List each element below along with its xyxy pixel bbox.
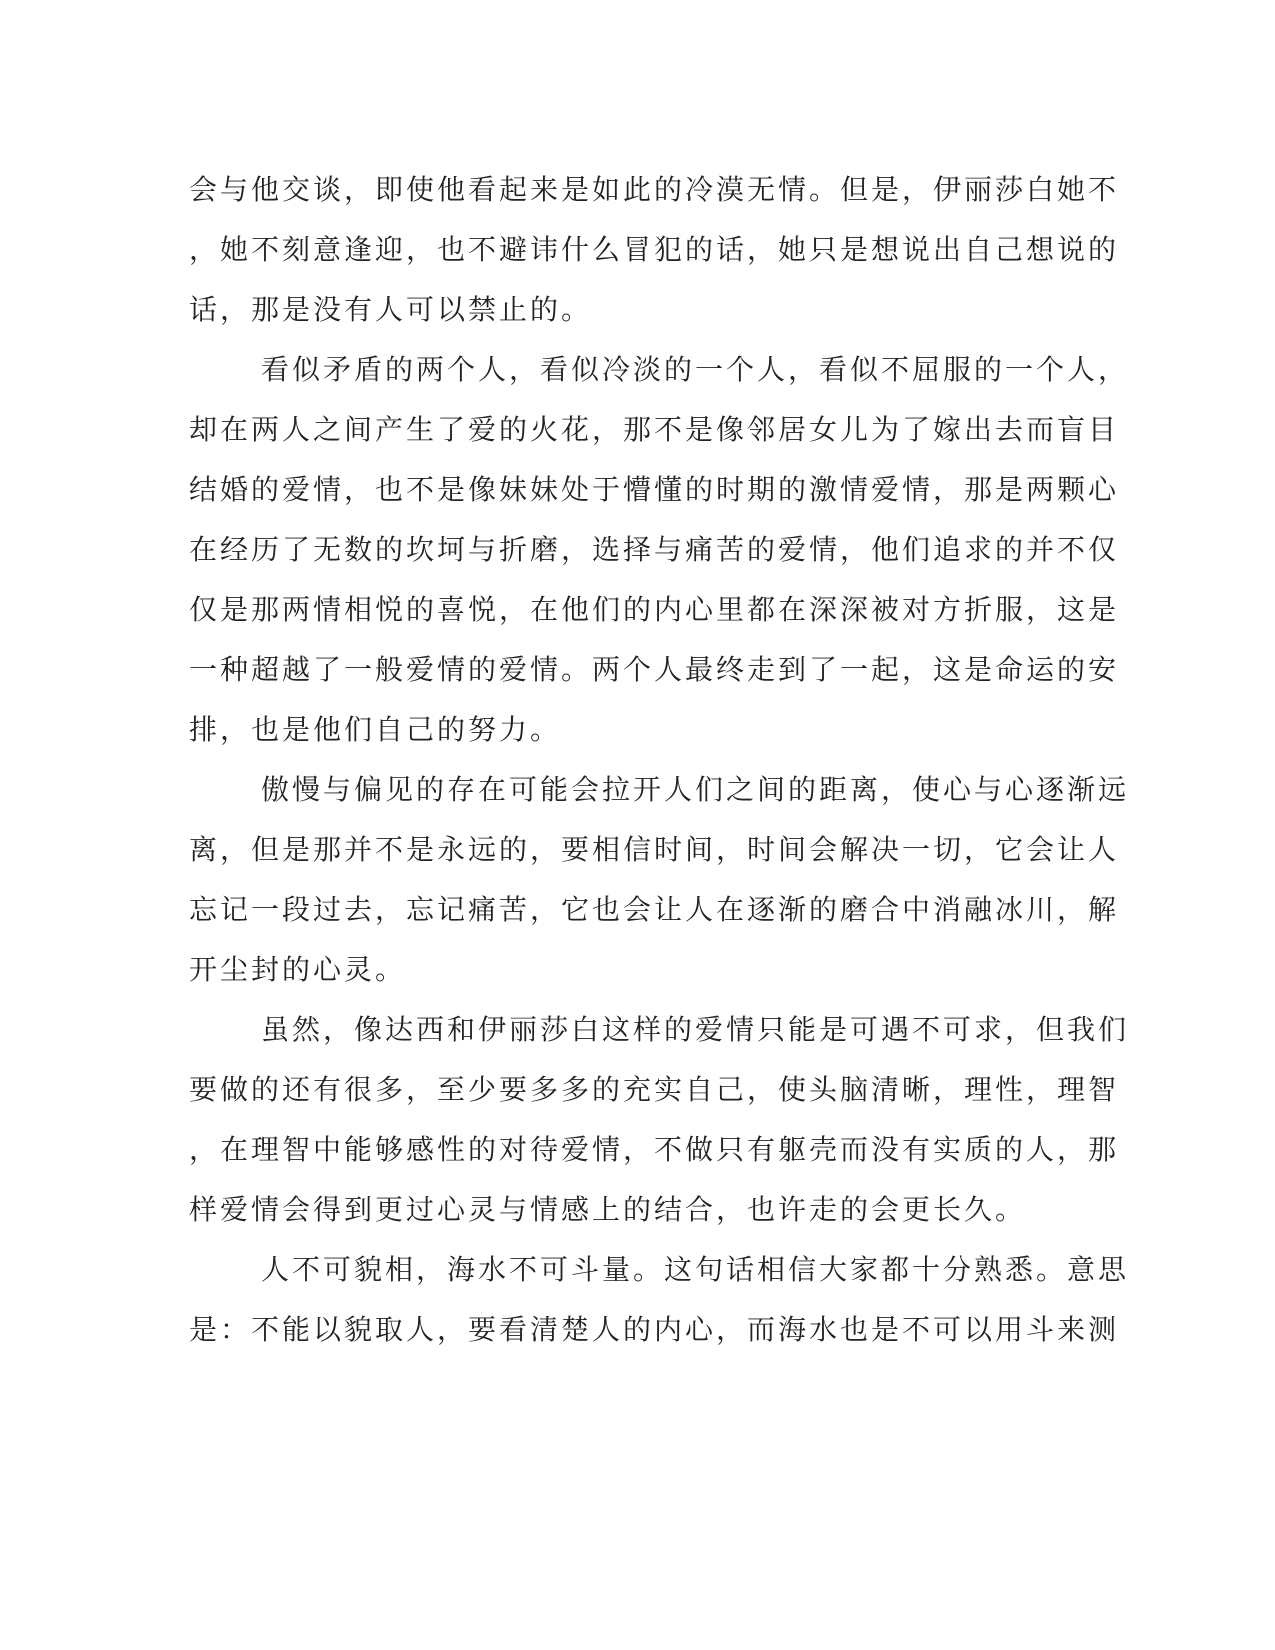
- paragraph-5: [189, 1240, 1130, 1360]
- text-line: 开尘封的心灵。: [189, 953, 407, 986]
- text-line: 会与他交谈，即使他看起来是如此的冷漠无情。但是，伊丽莎白她不: [189, 173, 1120, 206]
- text-line: 要做的还有很多，至少要多多的充实自己，使头脑清晰，理性，理智: [189, 1073, 1120, 1106]
- text-line: 样爱情会得到更过心灵与情感上的结合，也许走的会更长久。: [189, 1193, 1027, 1226]
- text-line: ，在理智中能够感性的对待爱情，不做只有躯壳而没有实质的人，那: [189, 1133, 1120, 1166]
- text-line: ，她不刻意逢迎，也不避讳什么冒犯的话，她只是想说出自己想说的: [189, 233, 1120, 266]
- body-text: [189, 160, 1130, 1360]
- paragraph-3: [189, 760, 1130, 1000]
- text-line: 结婚的爱情，也不是像妹妹处于懵懂的时期的激情爱情，那是两颗心: [189, 473, 1120, 506]
- text-line: 排，也是他们自己的努力。: [189, 713, 562, 746]
- paragraph-2: [189, 340, 1130, 760]
- text-line: 仅是那两情相悦的喜悦，在他们的内心里都在深深被对方折服，这是: [189, 593, 1120, 626]
- text-line: 话，那是没有人可以禁止的。: [189, 293, 593, 326]
- text-line: 人不可貌相，海水不可斗量。这句话相信大家都十分熟悉。意思: [261, 1253, 1130, 1286]
- text-line: 离，但是那并不是永远的，要相信时间，时间会解决一切，它会让人: [189, 833, 1120, 866]
- text-line: 一种超越了一般爱情的爱情。两个人最终走到了一起，这是命运的安: [189, 653, 1120, 686]
- paragraph-1: [189, 160, 1120, 340]
- text-line: 忘记一段过去，忘记痛苦，它也会让人在逐渐的磨合中消融冰川，解: [189, 893, 1120, 926]
- text-line: 傲慢与偏见的存在可能会拉开人们之间的距离，使心与心逐渐远: [261, 773, 1130, 806]
- text-line: 是：不能以貌取人，要看清楚人的内心，而海水也是不可以用斗来测: [189, 1313, 1120, 1346]
- text-line: 却在两人之间产生了爱的火花，那不是像邻居女儿为了嫁出去而盲目: [189, 413, 1120, 446]
- text-line: 虽然，像达西和伊丽莎白这样的爱情只能是可遇不可求，但我们: [261, 1013, 1130, 1046]
- paragraph-4: [189, 1000, 1130, 1240]
- text-line: 在经历了无数的坎坷与折磨，选择与痛苦的爱情，他们追求的并不仅: [189, 533, 1120, 566]
- text-line: 看似矛盾的两个人，看似冷淡的一个人，看似不屈服的一个人，: [261, 353, 1130, 386]
